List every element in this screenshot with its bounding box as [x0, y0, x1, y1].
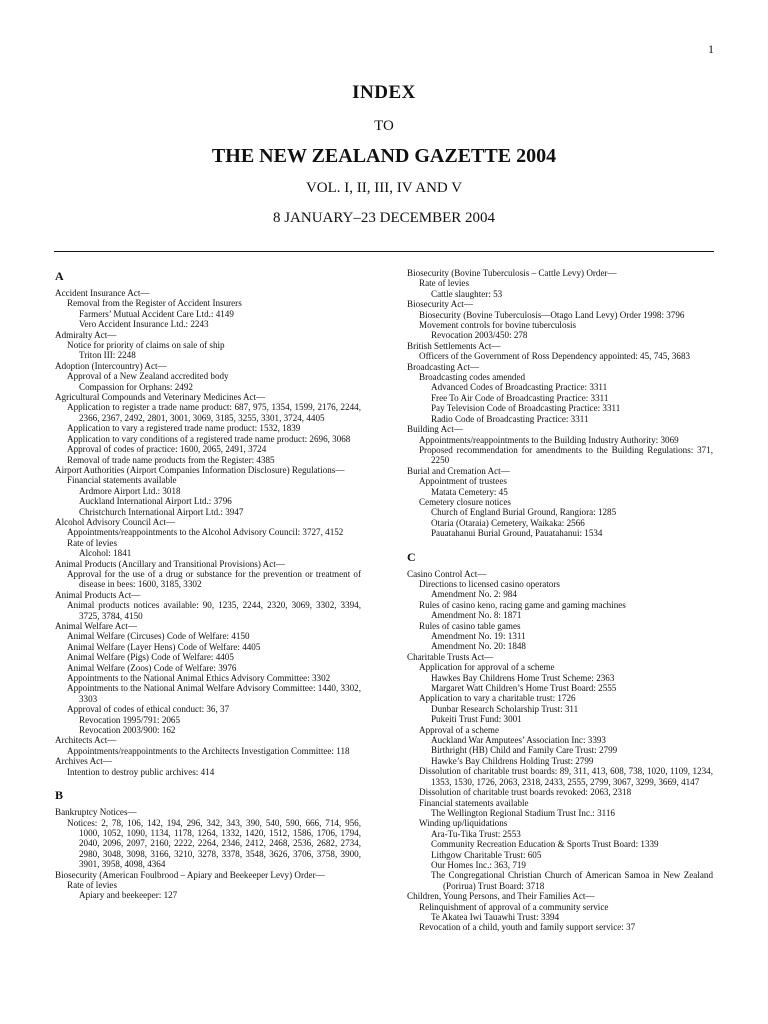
index-heading-entry: Animal Products (Ancillary and Transitional Provisions) Act— [55, 558, 285, 569]
index-detail-entry: Pauatahanui Burial Ground, Pauatahanui: 1534 [431, 528, 603, 539]
index-detail-entry: Hawkes Bay Childrens Home Trust Scheme: 2363 [431, 672, 615, 683]
index-subentry: Financial statements available [419, 797, 529, 808]
section-letter: B [55, 788, 64, 803]
index-detail-entry: Amendment No. 2: 984 [431, 589, 517, 600]
index-subentry: Appointment of trustees [419, 476, 507, 487]
index-subentry: Approval of a New Zealand accredited body [67, 371, 229, 382]
index-detail-entry: Amendment No. 20: 1848 [431, 641, 526, 652]
index-subentry: Application to vary conditions of a registered trade name product: 2696, 3068 [67, 433, 351, 444]
index-subentry: Rate of levies [419, 278, 469, 289]
index-detail-entry: Vero Accident Insurance Ltd.: 2243 [79, 319, 209, 330]
index-subentry: Animal Welfare (Circuses) Code of Welfare: 4150 [67, 631, 250, 642]
index-detail-entry: Revocation 1995/791: 2065 [79, 714, 181, 725]
index-heading-entry: Archives Act— [55, 756, 112, 767]
index-subentry: Notice for priority of claims on sale of ship [67, 340, 225, 351]
index-heading-entry: Children, Young Persons, and Their Families Act— [407, 891, 595, 902]
index-subentry: Officers of the Government of Ross Dependency appointed: 45, 745, 3683 [419, 351, 691, 362]
index-heading-entry: Biosecurity Act— [407, 299, 473, 310]
index-detail-entry: Revocation 2003/450: 278 [431, 330, 528, 341]
index-detail-entry: Cattle slaughter: 53 [431, 288, 503, 299]
index-heading-entry: Animal Products Act— [55, 589, 141, 600]
left-index-column [55, 268, 361, 901]
index-heading-entry: Accident Insurance Act— [55, 288, 150, 298]
index-detail-entry: Otaria (Otaraia) Cemetery, Waikaka: 2566 [431, 517, 585, 528]
index-subentry: Biosecurity (Bovine Tuberculosis—Otago Land Levy) Order 1998: 3796 [419, 309, 685, 320]
index-subentry: Animal products notices available: 90, 1235, 2244, 2320, 3069, 3302, 3394, 3725, 3784, 4150 [67, 600, 361, 621]
index-detail-entry: Hawke’s Bay Childrens Holding Trust: 2799 [431, 755, 594, 766]
index-detail-entry: Auckland International Airport Ltd.: 3796 [79, 496, 232, 507]
index-subentry: Financial statements available [67, 475, 177, 486]
index-subentry: Dissolution of charitable trust boards: 89, 311, 413, 608, 738, 1020, 1109, 1234, 1353, 1530, 1726, 2063, 2318, 2433, 2555, 2799, 3067, 3299, 3669, 4147 [419, 766, 713, 787]
index-subentry: Directions to licensed casino operators [419, 578, 560, 589]
index-detail-entry: Pay Television Code of Broadcasting Practice: 3311 [431, 403, 621, 414]
index-detail-entry: Compassion for Orphans: 2492 [79, 381, 193, 392]
index-subentry: Application to register a trade name product: 687, 975, 1354, 1599, 2176, 2244, 2366, 2367, 2492, 2801, 3001, 3069, 3185, 3255, 3301, 3724, 4405 [67, 402, 361, 423]
index-subentry: Rules of casino table games [419, 620, 521, 631]
index-subentry: Cemetery closure notices [419, 496, 511, 507]
index-detail-entry: Radio Code of Broadcasting Practice: 3311 [431, 413, 589, 424]
index-subentry: Appointments/reappointments to the Building Industry Authority: 3069 [419, 434, 679, 445]
index-subentry: Removal of trade name products from the Register: 4385 [67, 454, 275, 465]
to-heading: TO [374, 118, 394, 134]
index-subentry: Proposed recommendation for amendments to the Building Regulations: 371, 2250 [419, 444, 713, 466]
index-subentry: Approval of a scheme [419, 724, 500, 735]
index-subentry: Notices: 2, 78, 106, 142, 194, 296, 342, 343, 390, 540, 590, 666, 714, 956, 1000, 1052, 1090, 1134, 1178, 1264, 1332, 1420, 1512, 1586, 1706, 1794, 2040, 2096, 2097, 2160, 2222, 2264, 2346, 2412, 2468, 2536, 2682, 2734, 2980, 3048, 3098, 3166, 3210, 3278, 3378, 3548, 3626, 3706, 3758, 3900, 3901, 3958, 4098, 4364 [67, 817, 361, 870]
index-detail-entry: Community Recreation Education & Sports Trust Board: 1339 [431, 839, 659, 850]
index-detail-entry: Te Akatea Iwi Tauawhi Trust: 3394 [431, 911, 560, 922]
index-detail-entry: Amendment No. 8: 1871 [431, 610, 522, 621]
index-heading-entry: British Settlements Act— [407, 340, 501, 351]
index-detail-entry: Alcohol: 1841 [79, 548, 132, 559]
index-heading-entry: Charitable Trusts Act— [407, 651, 494, 662]
index-detail-entry: Matata Cemetery: 45 [431, 486, 508, 497]
index-detail-entry: Church of England Burial Ground, Rangiora: 1285 [431, 507, 617, 518]
index-heading-entry: Casino Control Act— [407, 568, 487, 579]
index-subentry: Rate of levies [67, 537, 117, 548]
index-detail-entry: The Congregational Christian Church of American Samoa in New Zealand (Porirua) Trust Board: 3718 [431, 870, 713, 891]
index-detail-entry: Ardmore Airport Ltd.: 3018 [79, 485, 181, 496]
index-subentry: Winding up/liquidations [419, 818, 508, 829]
index-subentry: Application to vary a charitable trust: 1726 [419, 693, 576, 704]
date-range: 8 JANUARY–23 DECEMBER 2004 [272, 210, 496, 226]
index-detail-entry: Auckland War Amputees’ Association Inc: 3393 [431, 735, 606, 746]
index-heading-entry: Alcohol Advisory Council Act— [55, 516, 175, 527]
index-subentry: Broadcasting codes amended [419, 372, 526, 383]
index-detail-entry: Farmers’ Mutual Accident Care Ltd.: 4149 [79, 308, 234, 319]
section-letter: C [407, 549, 416, 564]
index-subentry: Animal Welfare (Pigs) Code of Welfare: 4405 [67, 652, 234, 663]
index-subentry: Application to vary a registered trade name product: 1532, 1839 [67, 423, 301, 434]
index-detail-entry: Dunbar Research Scholarship Trust: 311 [431, 703, 579, 714]
index-detail-entry: Our Homes Inc.: 363, 719 [431, 859, 526, 870]
index-subentry: Animal Welfare (Layer Hens) Code of Welfare: 4405 [67, 641, 261, 652]
index-subentry: Approval of codes of practice: 1600, 2065, 2491, 3724 [67, 444, 267, 455]
index-heading-entry: Building Act— [407, 424, 463, 435]
index-detail-entry: Apiary and beekeeper: 127 [79, 890, 178, 901]
page-number: 1 [708, 42, 714, 56]
right-index-column [407, 268, 713, 933]
index-subentry: Appointments/reappointments to the Architects Investigation Committee: 118 [67, 745, 350, 756]
index-subentry: Removal from the Register of Accident Insurers [67, 298, 242, 309]
index-subentry: Rules of casino keno, racing game and gaming machines [419, 599, 626, 610]
index-detail-entry: Christchurch International Airport Ltd.: 3947 [79, 506, 244, 517]
index-heading-entry: Adoption (Intercountry) Act— [55, 360, 167, 371]
index-subentry: Movement controls for bovine tuberculosis [419, 320, 577, 331]
index-detail-entry: Birthright (HB) Child and Family Care Trust: 2799 [431, 745, 618, 756]
index-subentry: Approval for the use of a drug or substance for the prevention or treatment of disease in bees: 1600, 3185, 3302 [67, 568, 361, 590]
index-subentry: Approval of codes of ethical conduct: 36, 37 [67, 704, 230, 715]
index-subentry: Application for approval of a scheme [419, 662, 555, 673]
index-detail-entry: Margaret Watt Children’s Home Trust Board: 2555 [431, 683, 617, 694]
index-heading-entry: Animal Welfare Act— [55, 621, 137, 631]
index-detail-entry: The Wellington Regional Stadium Trust Inc.: 3116 [431, 807, 615, 818]
index-detail-entry: Advanced Codes of Broadcasting Practice: 3311 [431, 382, 608, 393]
index-detail-entry: Free To Air Code of Broadcasting Practice: 3311 [431, 392, 609, 403]
section-letter: A [55, 269, 64, 283]
index-heading-entry: Agricultural Compounds and Veterinary Medicines Act— [55, 392, 266, 403]
index-subentry: Appointments to the National Animal Welfare Advisory Committee: 1440, 3302, 3303 [67, 683, 361, 704]
index-subentry: Relinquishment of approval of a community service [419, 901, 609, 912]
index-subentry: Revocation of a child, youth and family support service: 37 [419, 922, 636, 933]
index-heading-entry: Burial and Cremation Act— [407, 465, 510, 476]
index-subentry: Intention to destroy public archives: 414 [67, 766, 215, 777]
index-heading-entry: Biosecurity (American Foulbrood – Apiary and Beekeeper Levy) Order— [55, 869, 325, 880]
index-heading-entry: Airport Authorities (Airport Companies Information Disclosure) Regulations— [55, 464, 345, 475]
index-subentry: Appointments/reappointments to the Alcohol Advisory Council: 3727, 4152 [67, 527, 344, 538]
index-detail-entry: Triton III: 2248 [79, 350, 136, 361]
document-header [0, 82, 768, 227]
index-subentry: Rate of levies [67, 879, 117, 890]
index-heading-entry: Biosecurity (Bovine Tuberculosis – Cattle Levy) Order— [407, 268, 617, 278]
index-detail-entry: Lithgow Charitable Trust: 605 [431, 849, 542, 860]
index-subentry: Appointments to the National Animal Ethics Advisory Committee: 3302 [67, 673, 331, 684]
index-heading-entry: Architects Act— [55, 735, 117, 746]
index-heading-entry: Bankruptcy Notices— [55, 807, 137, 818]
index-subentry: Dissolution of charitable trust boards revoked: 2063, 2318 [419, 787, 632, 798]
index-subentry: Animal Welfare (Zoos) Code of Welfare: 3976 [67, 662, 237, 673]
index-detail-entry: Revocation 2003/900: 162 [79, 725, 176, 736]
index-heading-entry: Admiralty Act— [55, 329, 117, 340]
index-detail-entry: Amendment No. 19: 1311 [431, 631, 526, 641]
header-divider [54, 251, 714, 252]
index-heading-entry: Broadcasting Act— [407, 361, 479, 372]
gazette-title: THE NEW ZEALAND GAZETTE 2004 [211, 145, 557, 167]
index-heading: INDEX [352, 82, 416, 103]
volumes-line: VOL. I, II, III, IV AND V [305, 180, 463, 196]
index-detail-entry: Pukeiti Trust Fund: 3001 [431, 714, 522, 725]
index-detail-entry: Ara-Tu-Tika Trust: 2553 [431, 828, 521, 839]
